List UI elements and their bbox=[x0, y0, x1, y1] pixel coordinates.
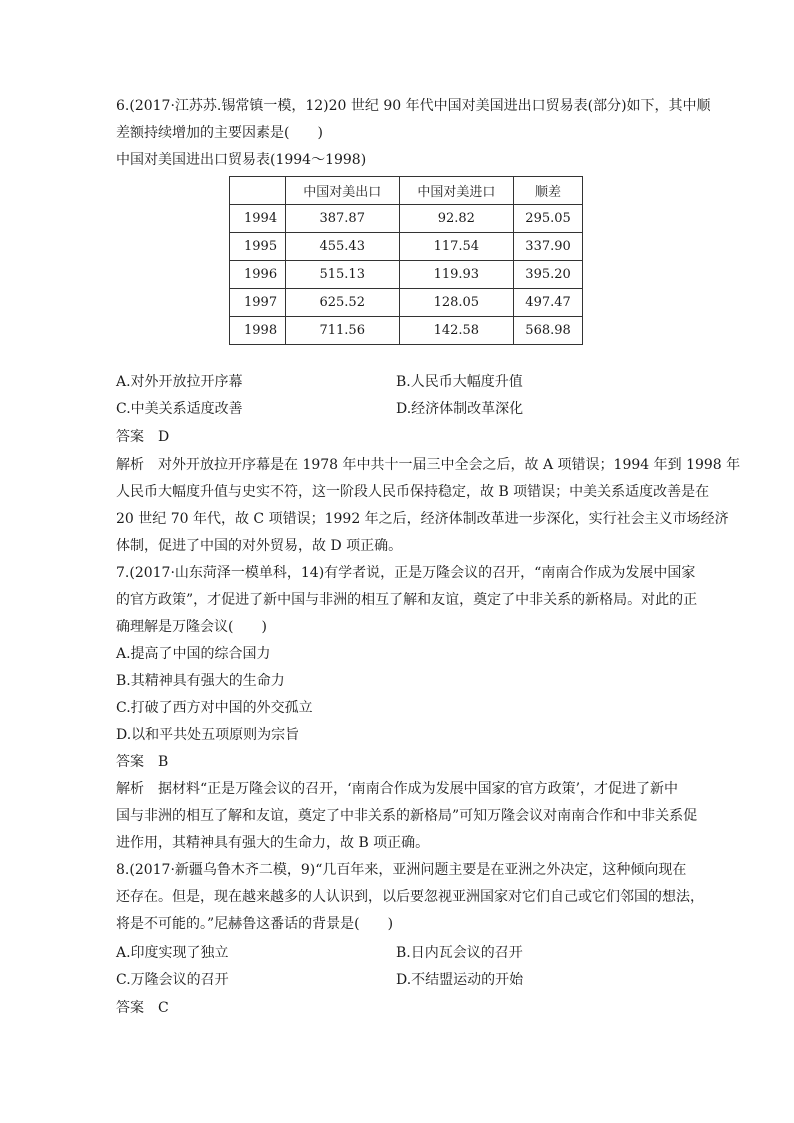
table-row bbox=[230, 289, 583, 317]
table-row bbox=[230, 205, 583, 233]
table-cell: 119.93 bbox=[399, 261, 514, 289]
q7-option-a: A.提高了中国的综合国力 bbox=[116, 646, 271, 662]
table-row bbox=[230, 317, 583, 345]
table-cell-year: 1996 bbox=[230, 261, 286, 289]
table-cell: 455.43 bbox=[285, 233, 399, 261]
q6-analysis-line3: 20 世纪 70 年代，故 C 项错误；1992 年之后，经济体制改革进一步深化，实行社会主义市场经济 bbox=[116, 511, 729, 527]
q6-stem-line2: 差额持续增加的主要因素是( ) bbox=[116, 125, 323, 141]
q6-table-caption: 中国对美国进出口贸易表(1994～1998) bbox=[116, 152, 367, 168]
table-cell-year: 1995 bbox=[230, 233, 286, 261]
q7-option-b: B.其精神具有强大的生命力 bbox=[116, 673, 285, 689]
q6-stem-line1: 6.(2017·江苏苏.锡常镇一模，12)20 世纪 90 年代中国对美国进出口贸易表(部分)如下，其中顺 bbox=[116, 98, 711, 114]
table-cell-year: 1994 bbox=[230, 205, 286, 233]
table-cell: 497.47 bbox=[514, 289, 583, 317]
table-header-cell: 中国对美出口 bbox=[285, 177, 399, 205]
q6-option-a: A.对外开放拉开序幕 bbox=[116, 374, 243, 390]
q6-analysis-line2: 人民币大幅度升值与史实不符，这一阶段人民币保持稳定，故 B 项错误；中美关系适度改善是在 bbox=[116, 484, 710, 500]
q7-analysis-line3: 进作用，其精神具有强大的生命力，故 B 项正确。 bbox=[116, 835, 430, 851]
table-cell: 117.54 bbox=[399, 233, 514, 261]
q8-option-c: C.万隆会议的召开 bbox=[116, 972, 229, 988]
q7-stem-line3: 确理解是万隆会议( ) bbox=[116, 619, 267, 635]
table-cell: 387.87 bbox=[285, 205, 399, 233]
q8-option-b: B.日内瓦会议的召开 bbox=[396, 945, 523, 961]
table-row bbox=[230, 261, 583, 289]
q8-option-d: D.不结盟运动的开始 bbox=[396, 972, 524, 988]
q6-option-b: B.人民币大幅度升值 bbox=[396, 374, 523, 390]
table-cell: 395.20 bbox=[514, 261, 583, 289]
table-header-cell bbox=[230, 177, 286, 205]
table-cell-year: 1997 bbox=[230, 289, 286, 317]
table-header-row bbox=[230, 177, 583, 205]
q7-option-d: D.以和平共处五项原则为宗旨 bbox=[116, 727, 300, 743]
q7-stem-line1: 7.(2017·山东菏泽一模单科，14)有学者说，正是万隆会议的召开，“南南合作成为发展中国家 bbox=[116, 565, 696, 581]
q6-answer: 答案 D bbox=[116, 429, 170, 445]
table-cell: 128.05 bbox=[399, 289, 514, 317]
table-cell: 295.05 bbox=[514, 205, 583, 233]
table-header-cell: 中国对美进口 bbox=[399, 177, 514, 205]
q8-stem-line1: 8.(2017·新疆乌鲁木齐二模，9)“几百年来，亚洲问题主要是在亚洲之外决定，这种倾向现在 bbox=[116, 862, 687, 878]
q7-analysis-line1: 解析 据材料“正是万隆会议的召开，‘南南合作成为发展中国家的官方政策’，才促进了新中 bbox=[116, 781, 679, 797]
table-row bbox=[230, 233, 583, 261]
q7-analysis-line2: 国与非洲的相互了解和友谊，奠定了中非关系的新格局”可知万隆会议对南南合作和中非关系促 bbox=[116, 808, 698, 824]
table-cell: 515.13 bbox=[285, 261, 399, 289]
table-cell: 625.52 bbox=[285, 289, 399, 317]
table-header-cell: 顺差 bbox=[514, 177, 583, 205]
q8-answer: 答案 C bbox=[116, 1000, 169, 1016]
q6-option-d: D.经济体制改革深化 bbox=[396, 401, 524, 417]
table-cell: 568.98 bbox=[514, 317, 583, 345]
q7-option-c: C.打破了西方对中国的外交孤立 bbox=[116, 700, 313, 716]
q8-stem-line3: 将是不可能的。”尼赫鲁这番话的背景是( ) bbox=[116, 916, 394, 932]
table-cell: 337.90 bbox=[514, 233, 583, 261]
q7-stem-line2: 的官方政策”，才促进了新中国与非洲的相互了解和友谊，奠定了中非关系的新格局。对此的正 bbox=[116, 592, 698, 608]
trade-table bbox=[229, 176, 583, 345]
q6-analysis-line1: 解析 对外开放拉开序幕是在 1978 年中共十一届三中全会之后，故 A 项错误；1994 年到 1998 年 bbox=[116, 457, 741, 473]
table-cell-year: 1998 bbox=[230, 317, 286, 345]
table-cell: 92.82 bbox=[399, 205, 514, 233]
q6-analysis-line4: 体制，促进了中国的对外贸易，故 D 项正确。 bbox=[116, 538, 403, 554]
table-cell: 711.56 bbox=[285, 317, 399, 345]
q7-answer: 答案 B bbox=[116, 754, 169, 770]
q8-stem-line2: 还存在。但是，现在越来越多的人认识到，以后要忽视亚洲国家对它们自己或它们邻国的想法， bbox=[116, 889, 704, 905]
table-cell: 142.58 bbox=[399, 317, 514, 345]
q8-option-a: A.印度实现了独立 bbox=[116, 945, 229, 961]
q6-option-c: C.中美关系适度改善 bbox=[116, 401, 243, 417]
